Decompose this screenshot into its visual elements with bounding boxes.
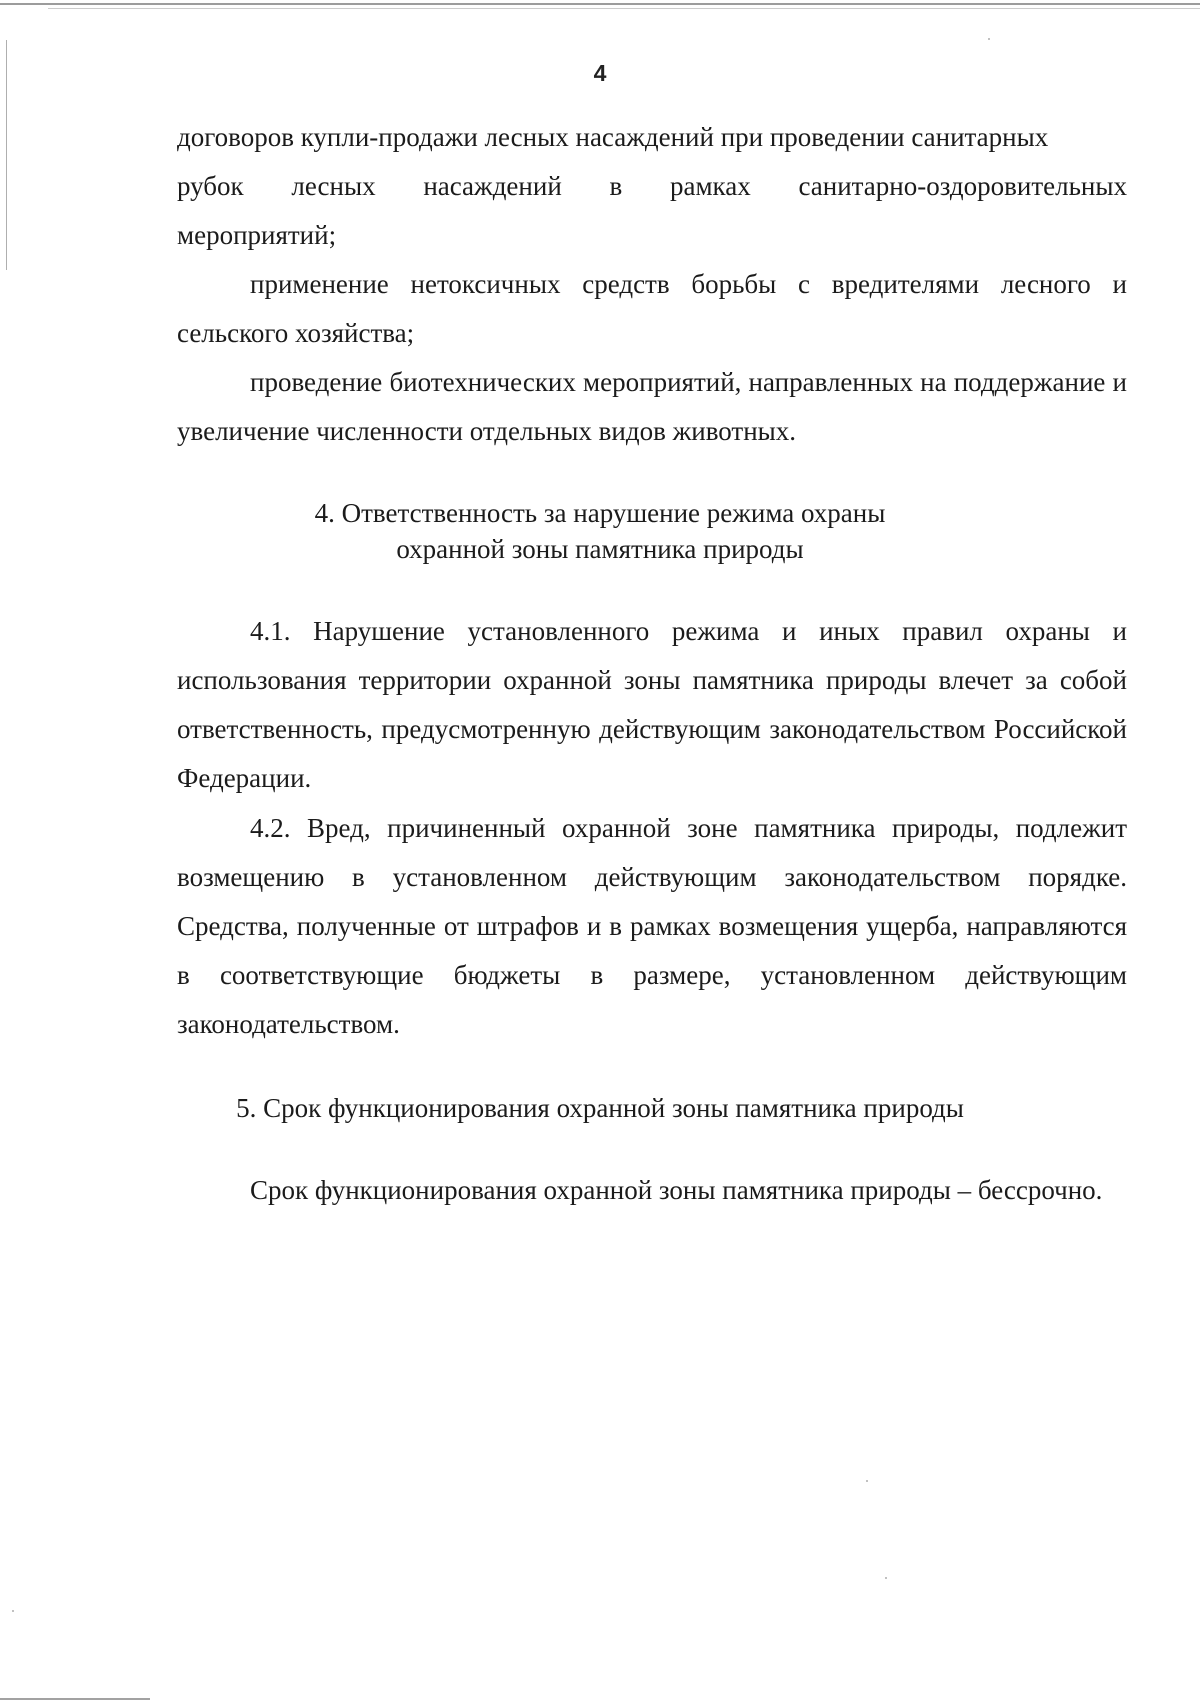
list-item [177, 358, 1127, 456]
section-heading-line: 5. Срок функционирования охранной зоны памятника природы [236, 1093, 964, 1123]
paragraph: 4.2. Вред, причиненный охранной зоне памятника природы, подлежит возмещению в установленном действующим законодательством порядке. Средства, полученные от штрафов и в рамках возмещения ущерба, направляются в соответствующие бюджеты в размере, установленном действующим законодательством. [177, 813, 1127, 1039]
paragraph: 4.1. Нарушение установленного режима и иных правил охраны и использования территории охранной зоны памятника природы влечет за собой ответственность, предусмотренную действующим законодательством Российской Федерации. [177, 616, 1127, 793]
word: санитарно-оздоровительных [798, 171, 1127, 201]
continuation-paragraph [177, 113, 1127, 260]
word: лесных [291, 171, 376, 201]
section-heading [0, 495, 1200, 567]
scan-edge-line [0, 3, 1200, 5]
scan-speck [885, 1577, 887, 1579]
section-heading-line: охранной зоны памятника природы [396, 534, 804, 564]
scan-speck [866, 1480, 868, 1482]
page-number: 4 [593, 60, 607, 86]
list-item [177, 260, 1127, 358]
paragraph-4-2 [177, 804, 1127, 1049]
section-heading-line: 4. Ответственность за нарушение режима охраны [314, 498, 886, 528]
paragraph-line: мероприятий; [177, 220, 337, 250]
word: рамках [669, 171, 751, 201]
paragraph: применение нетоксичных средств борьбы с вредителями лесного и сельского хозяйства; [177, 269, 1127, 348]
paragraph-line: договоров купли-продажи лесных насаждений при проведении санитарных [177, 122, 1049, 152]
section-heading [0, 1090, 1200, 1126]
paragraph: проведение биотехнических мероприятий, направленных на поддержание и увеличение численности отдельных видов животных. [177, 367, 1127, 446]
paragraph: Срок функционирования охранной зоны памятника природы – бессрочно. [250, 1175, 1103, 1205]
scan-edge-line [48, 8, 1200, 9]
word: в [609, 171, 623, 201]
word: насаждений [423, 171, 562, 201]
paragraph-5 [177, 1166, 1127, 1215]
scan-speck [988, 38, 990, 40]
paragraph-line [177, 162, 1127, 211]
word: рубок [177, 171, 244, 201]
scan-edge-line [0, 1698, 150, 1700]
scan-speck [12, 1610, 14, 1612]
paragraph-4-1 [177, 607, 1127, 803]
